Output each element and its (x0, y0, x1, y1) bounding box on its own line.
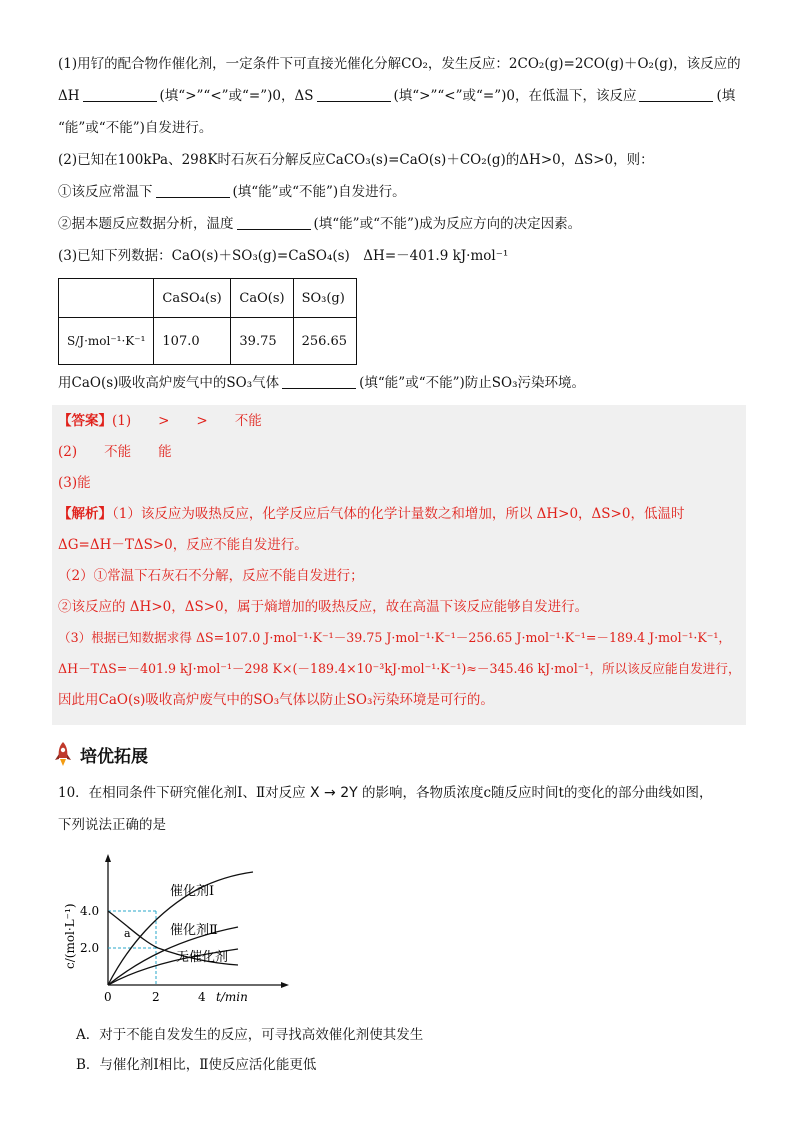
answer-line-2: (2) 不能 能 (58, 444, 172, 460)
q9-part1-line3: “能”或“不能”)自发进行。 (58, 120, 213, 136)
reaction-equation: X → 2Y (309, 785, 358, 801)
analysis-line-3: （2）①常温下石灰石不分解，反应不能自发进行； (58, 568, 364, 584)
analysis-line-7: 因此用CaO(s)吸收高炉废气中的SO₃气体以防止SO₃污染环境是可行的。 (58, 692, 494, 708)
table-header-row (59, 279, 357, 318)
analysis-line-1: 【解析】（1）该反应为吸热反应，化学反应后气体的化学计量数之和增加，所以 ΔH>0，ΔS>0，低温时 (58, 506, 685, 522)
q9-part2-line1: (2)已知在100kPa、298K时石灰石分解反应CaCO₃(s)=CaO(s)＋CO₂(g)的ΔH>0，ΔS>0，则： (58, 152, 654, 168)
x-tick-label: 4 (198, 990, 206, 1004)
analysis-line-5: （3）根据已知数据求得 ΔS=107.0 J·mol⁻¹·K⁻¹－39.75 J·mol⁻¹·K⁻¹－256.65 J·mol⁻¹·K⁻¹=－189.4 J·mol⁻¹·K⁻¹， (58, 630, 732, 645)
q9-part3-line1: (3)已知下列数据：CaO(s)＋SO₃(g)=CaSO₄(s) ΔH=－401.9 kJ·mol⁻¹ (58, 248, 509, 264)
y-axis-label: c/(mol·L⁻¹) (63, 903, 77, 969)
curve-label: 无催化剂 (176, 950, 229, 965)
y-tick-label: 4.0 (80, 904, 100, 918)
answer-blank (237, 215, 311, 230)
x-axis-label: t/min (216, 990, 248, 1004)
choice-b: B．与催化剂Ⅰ相比，Ⅱ使反应活化能更低 (76, 1057, 317, 1073)
q9-part1-line1: (1)用钌的配合物作催化剂，一定条件下可直接光催化分解CO₂，发生反应：2CO₂(g)=2CO(g)＋O₂(g)，该反应的 (58, 56, 741, 72)
x-tick-label: 0 (104, 990, 112, 1004)
q9-part2-line2: ①该反应常温下 (填“能”或“不能”)自发进行。 (58, 184, 406, 200)
point-label: a (124, 927, 131, 940)
document-page (58, 54, 748, 1085)
section-header (52, 741, 748, 767)
answer-tag: 【答案】 (58, 413, 112, 429)
table-header-cell (59, 279, 154, 318)
analysis-tag: 【解析】 (58, 506, 112, 522)
q9-part2-line3: ②据本题反应数据分析，温度 (填“能”或“不能”)成为反应方向的决定因素。 (58, 216, 582, 232)
curve-label: 催化剂Ⅱ (170, 923, 218, 938)
y-tick-label: 2.0 (80, 941, 100, 955)
analysis-line-4: ②该反应的 ΔH>0，ΔS>0，属于熵增加的吸热反应，故在高温下该反应能够自发进行。 (58, 599, 589, 615)
table-header-cell: SO₃(g) (293, 279, 356, 318)
table-header-cell: CaSO₄(s) (154, 279, 231, 318)
answer-line-1: 【答案】(1) > > 不能 (58, 413, 262, 429)
table-cell: 256.65 (293, 318, 356, 365)
x-axis-arrow (281, 982, 289, 988)
q10-stem-line1: 10．在相同条件下研究催化剂Ⅰ、Ⅱ对反应 X → 2Y 的影响，各物质浓度c随反应时间t的变化的部分曲线如图， (58, 785, 713, 801)
section-title: 培优拓展 (80, 746, 148, 767)
table-cell: 107.0 (154, 318, 231, 365)
table-cell: 39.75 (231, 318, 293, 365)
table-row (59, 318, 357, 365)
entropy-table (58, 278, 357, 365)
answer-blank (317, 87, 391, 102)
x-tick-label: 2 (152, 990, 160, 1004)
answer-box (52, 405, 746, 725)
y-axis-arrow (105, 854, 111, 862)
answer-blank (282, 374, 356, 389)
choice-a: A．对于不能自发发生的反应，可寻找高效催化剂使其发生 (76, 1027, 424, 1043)
answer-line-3: (3)能 (58, 475, 91, 491)
curve-label: 催化剂Ⅰ (170, 884, 215, 899)
q9-part1-line2: ΔH (填“>”“<”或“=”)0，ΔS (填“>”“<”或“=”)0，在低温下，该反应 (填 (58, 88, 736, 104)
answer-blank (639, 87, 713, 102)
q9-part3-line2: 用CaO(s)吸收高炉废气中的SO₃气体 (填“能”或“不能”)防止SO₃污染环境。 (58, 375, 586, 391)
concentration-time-graph (58, 851, 298, 1021)
table-header-cell: CaO(s) (231, 279, 293, 318)
analysis-line-2: ΔG=ΔH－TΔS>0，反应不能自发进行。 (58, 537, 308, 553)
answer-blank (156, 183, 230, 198)
analysis-line-6: ΔH－TΔS=－401.9 kJ·mol⁻¹－298 K×(－189.4×10⁻³kJ·mol⁻¹·K⁻¹)≈－345.46 kJ·mol⁻¹，所以该反应能自发进行， (58, 661, 741, 676)
rocket-icon (52, 741, 74, 767)
answer-blank (83, 87, 157, 102)
q10-stem-line2: 下列说法正确的是 (58, 817, 166, 833)
table-row-label: S/J·mol⁻¹·K⁻¹ (59, 318, 154, 365)
